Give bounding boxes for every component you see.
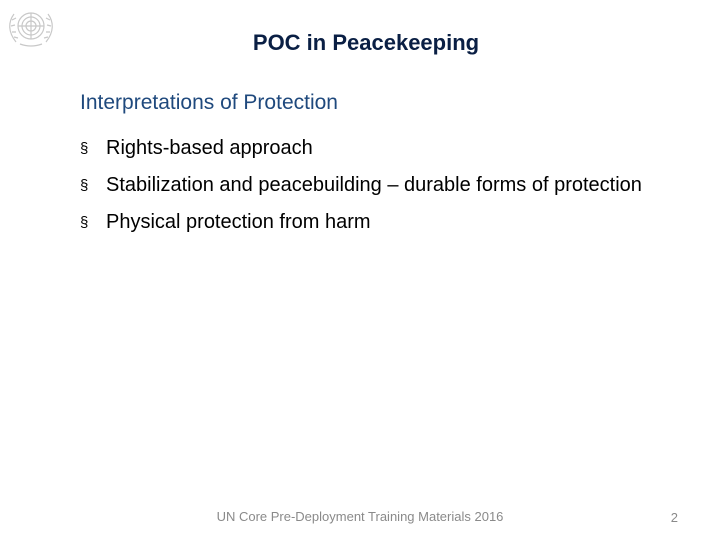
bullet-list — [80, 136, 680, 247]
bullet-item — [80, 136, 680, 161]
bullet-marker: § — [80, 214, 89, 231]
page-number: 2 — [670, 510, 678, 525]
slide-subtitle: Interpretations of Protection — [80, 91, 338, 114]
bullet-text: Stabilization and peacebuilding – durable forms of protection — [106, 174, 642, 196]
footer-text: UN Core Pre-Deployment Training Materials 2016 — [216, 509, 504, 524]
slide-title: POC in Peacekeeping — [252, 30, 480, 55]
bullet-item — [80, 173, 680, 198]
bullet-marker: § — [80, 177, 89, 194]
bullet-text: Rights-based approach — [106, 137, 313, 159]
bullet-item — [80, 210, 680, 235]
bullet-text: Physical protection from harm — [106, 211, 371, 233]
bullet-marker: § — [80, 140, 89, 157]
